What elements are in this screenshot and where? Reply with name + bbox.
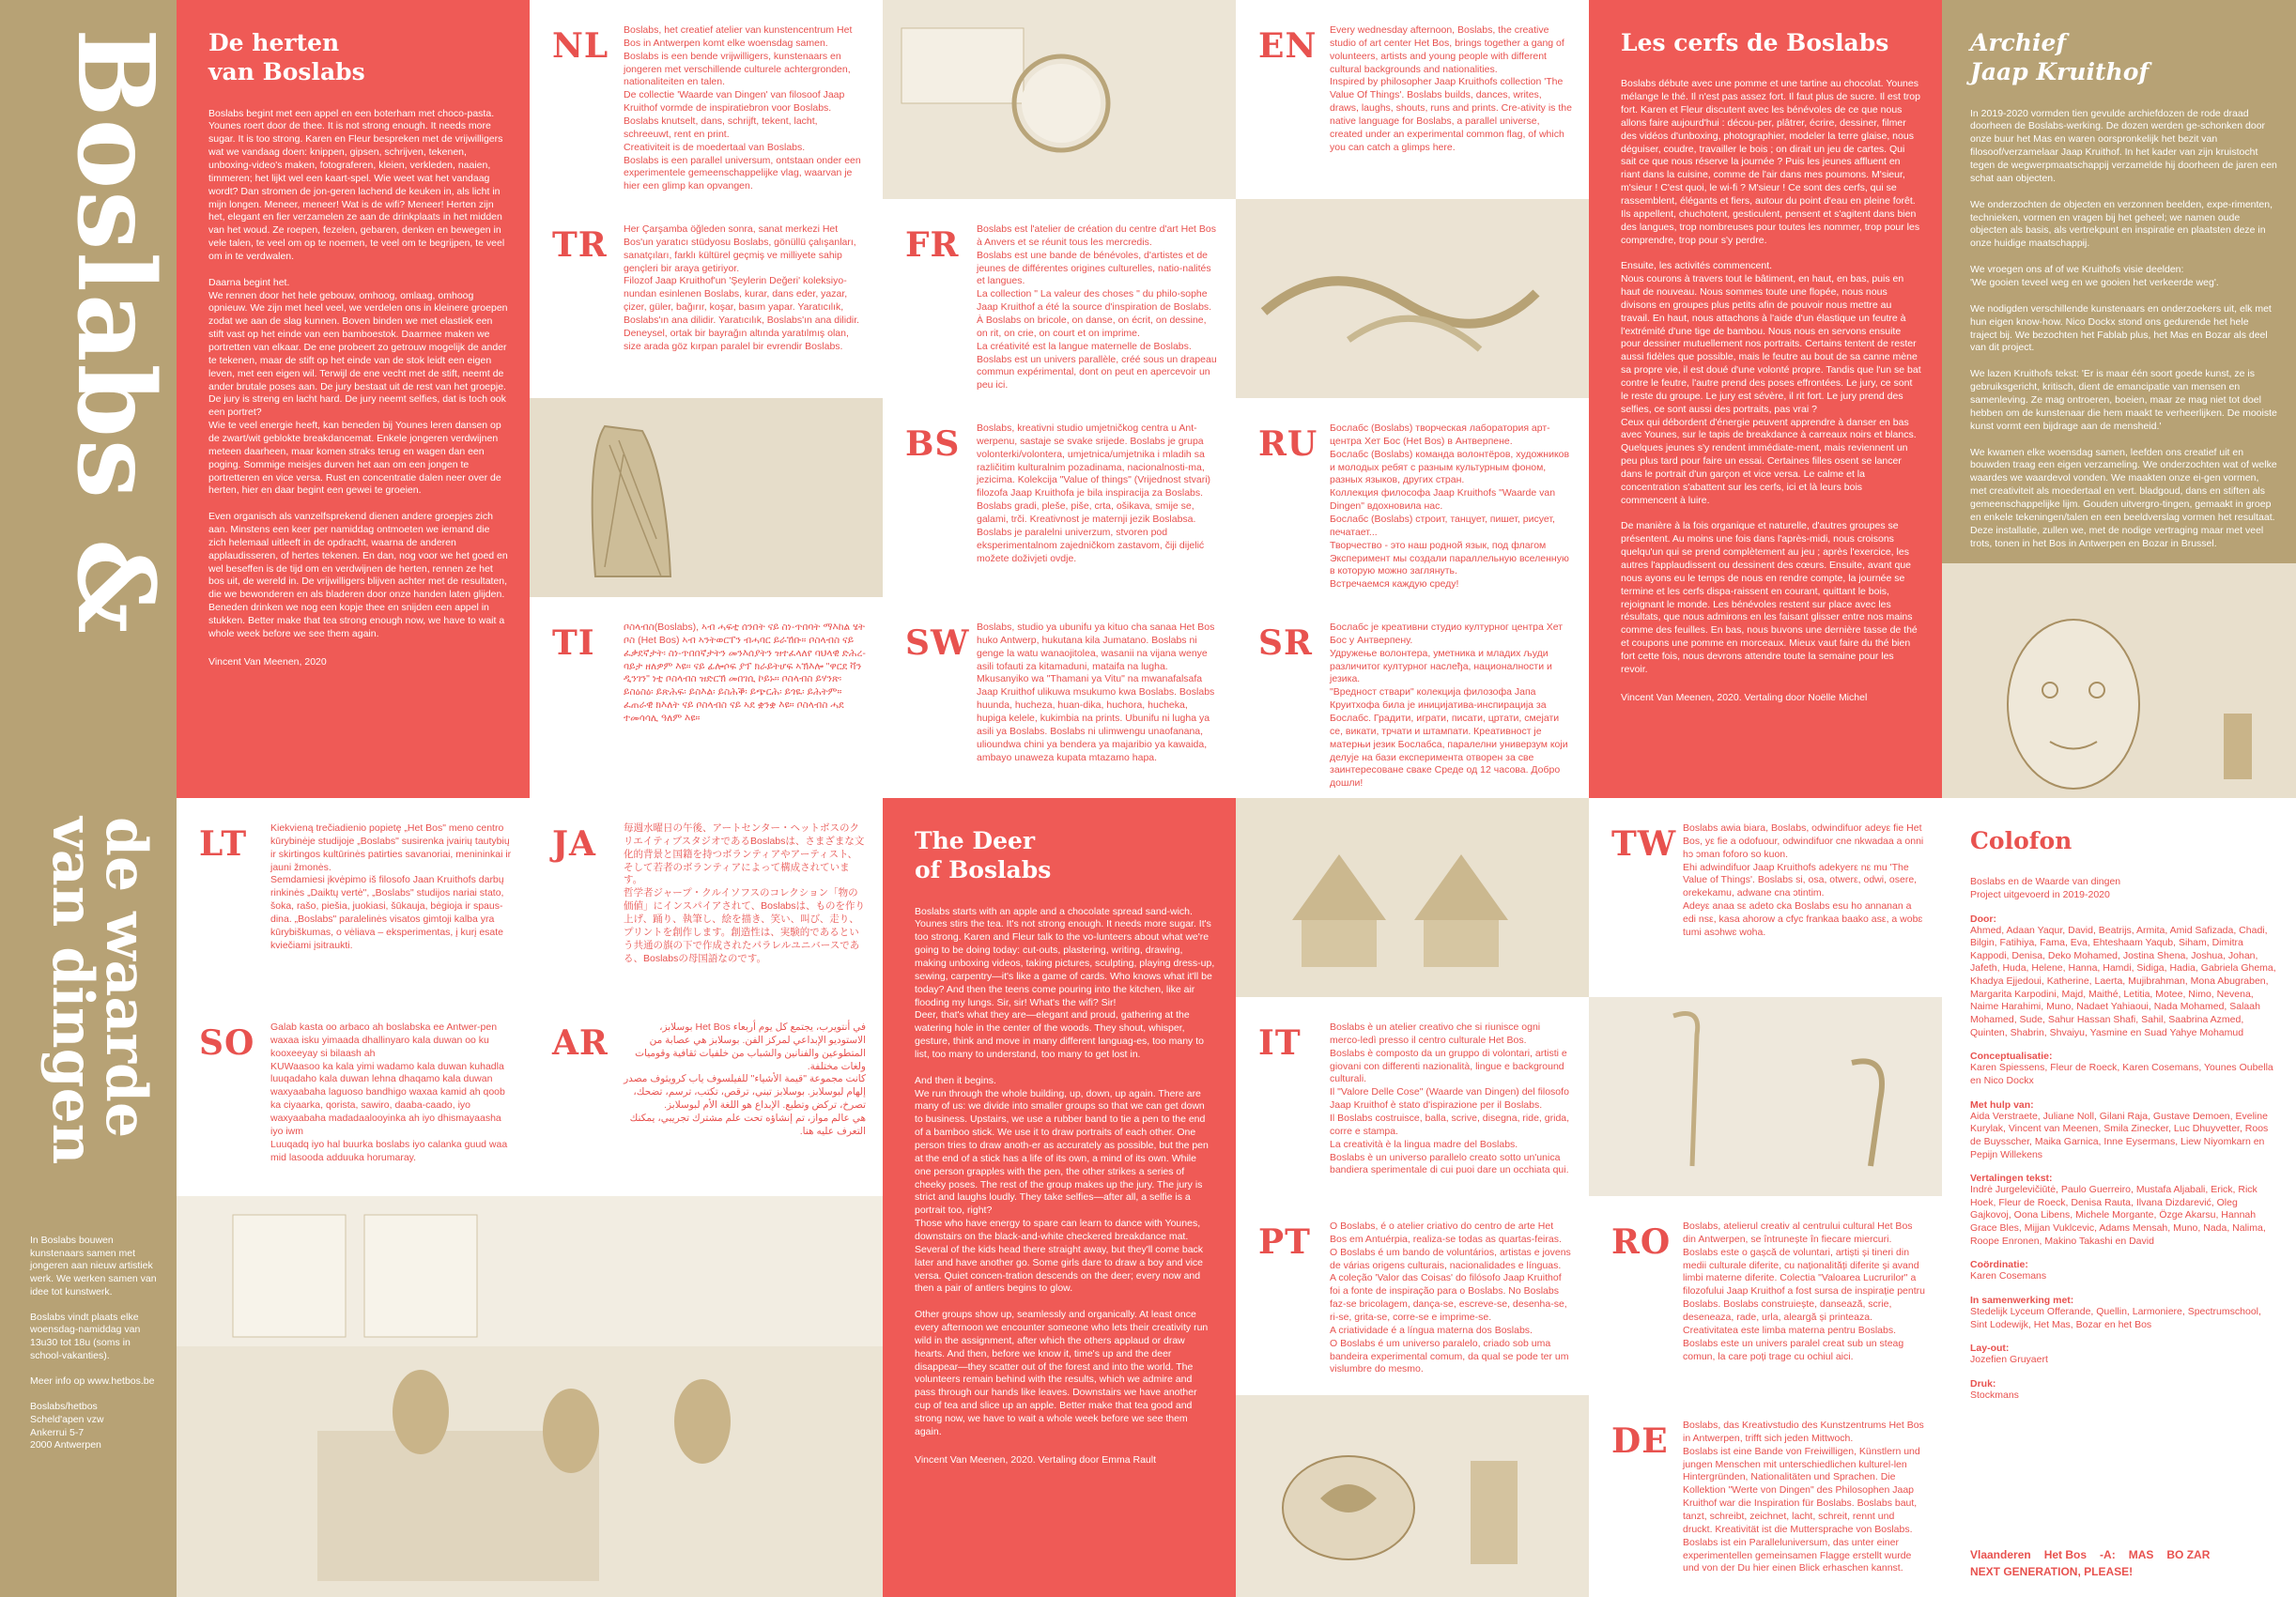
language-code: EN [1258, 26, 1318, 66]
archive-title: Archief Jaap Kruithof [1970, 29, 2150, 86]
partner-logo: NEXT GENERATION, PLEASE! [1970, 1565, 2134, 1578]
archive-section [1942, 0, 2296, 798]
partner-logo: BO ZAR [2166, 1548, 2211, 1561]
blurb-tr [530, 199, 883, 398]
archive-paragraph: We lazen Kruithofs tekst: 'Er is maar één soort goede kunst, ze is gebruiksgericht, kritisch, dient de emancipatie van mensen en samenleving. Ze mag ontroeren, boeien, maar ze mag niet tot doel hebben om de kunstenaar die hem maakt te verheerlijken. De mooiste kunst vormt een bijdrage aan de mensheid.' [1970, 368, 2277, 432]
partner-logo: Vlaanderen [1970, 1548, 2031, 1561]
credit-value: Karen Cosemans [1970, 1270, 2047, 1282]
photo-houses [1236, 798, 1589, 997]
language-code: TW [1611, 824, 1677, 864]
blurb-sw [883, 597, 1236, 798]
workshop-image [177, 1196, 883, 1597]
dragon-image [1236, 199, 1589, 398]
blurb-text: O Boslabs, é o atelier criativo do centro de arte Het Bos em Antuérpia, realiza-se todas as quartas-feiras. O Boslabs é um bando de voluntários, artistas e jovens de várias origens culturais, nacionalidades e línguas. A coleção 'Valor das Coisas' do filósofo Jaap Kruithof foi a fonte de inspiração para o Boslabs. No Boslabs faz-se bricolagem, dança-se, escreve-se, desenha-se, ri-se, grita-se, corre-se e imprime-se. A criatividade é a língua materna dos Boslabs. O Boslabs é um universo paralelo, criado sob uma bandeira experimental comum, da qual se pode ter um vislumbre do mesmo. [1330, 1221, 1571, 1375]
blurb-text: 毎週水曜日の午後、アートセンター・ヘットボスのクリエイティブスタジオであるBoslabsは、さまざまな文化的背景と国籍を持つボランティアやアーティスト、そして若者のボランティアによって構成されています。 哲学者ジャープ・クルイソフスのコレクション「物の価値」にインスパイアされて、Boslabsは、ものを作り上げ、踊り、執筆し、絵を描き、笑い、叫び、走り、プリントを創作します。創造性は、実験的であるという共通の旗の下で作成されたパラレルユニバースである、Boslabsの母国語なのです。 [624, 822, 866, 964]
blurb-sr [1236, 597, 1589, 798]
spine-subtitle: de waarde van dingen [39, 817, 159, 1165]
archive-paragraph: We kwamen elke woensdag samen, leefden ons creatief uit en bouwden traag een eigen verzameling. We onderzochten wat of welke waardes we waardevol vonden. We maakten onze ei-gen vormen, met creativiteit als moedertaal en vert. bladgoud, dans en stiften als gemeenschappelijke lijm. Gouden uitvergro-tingen, gemaakt in groep en enkele tekeningen/talen en een beeldverslag vormen het resultaat. Deze installatie, zullen we, met de nodige vertraging maar met veel trots, tonen in het Bos in Antwerpen en Bozar in Brussel. [1970, 446, 2277, 549]
blurb-text: Boslabs è un atelier creativo che si riunisce ogni merco-ledì presso il centro culturale Het Bos. Boslabs è composto da un gruppo di volontari, artisti e giovani con differenti nazionalità, lingue e background culturali. Il "Valore Delle Cose" (Waarde van Dingen) del filosofo Jaap Kruithof è stato d'ispirazione per il Boslabs. Il Boslabs costruisce, balla, scrive, disegna, ride, grida, corre e stampa. La creatività è la lingua madre del Boslabs. Boslabs è un universo parallelo creato sotto un'unica bandiera sperimentale di cui puoi dare un occhiata qui. [1330, 1021, 1570, 1176]
photo-dragon [1236, 199, 1589, 398]
blurb-ti [530, 597, 883, 798]
blurb-text: Boslabs est l'atelier de création du centre d'art Het Bos à Anvers et se réunit tous les mercredis. Boslabs est une bande de bénévoles, d'artistes et de jeunes de différentes origines culturelles, natio-nalités et langues. La collection " La valeur des choses " du philo-sophe Jaap Kruithof a été la source d'inspiration de Boslabs. À Boslabs on bricole, on danse, on écrit, on dessine, on rit, on crie, on court et on imprime. La créativité est la langue maternelle de Boslabs. Boslabs est un univers parallèle, créé sous un drapeau commun expérimental, dont on peut en apercevoir un peu ici. [977, 223, 1217, 392]
partner-logo: -A: [2100, 1548, 2116, 1561]
article-title: De herten van Boslabs [208, 29, 365, 86]
credit-value: Aida Verstraete, Juliane Noll, Gilani Raja, Gustave Demoen, Eveline Kurylak, Vincent van Meenen, Smila Zinecker, Luc Dhuyvetter, Roos de Buysscher, Maika Garnica, Inne Eysermans, Liew Niyomkarn en Pepijn Willekens [1970, 1110, 2269, 1160]
blurb-text: Kiekvieną trečiadienio popietę „Het Bos" meno centro kūrybinėje studijoje „Boslabs" susirenka įvairių tautybių ir skirtingos kultūrinės patirties savanoriai, menininkai ir jauni žmonės. Semdamiesi įkvėpimo iš filosofo Jaan Kruithofs darbų rinkinės „Daiktų vertė", „Boslabs" studijos nariai stato, šoka, rašo, piešia, juokiasi, šūkauja, bėgioja ir spaus-dina. „Boslabs" paralelinės visatos gimtoji kalba yra kūrybiškumas, o vėliava – eksperimentas, į kurį esate kviečiami įsitraukti. [270, 822, 512, 951]
colofon-credits [1970, 914, 2277, 1403]
language-code: FR [905, 225, 960, 265]
credit-heading: Lay-out: [1970, 1343, 2010, 1355]
archive-paragraph: In 2019-2020 vormden tien gevulde archiefdozen de rode draad doorheen de Boslabs-werking. De dozen werden ge-schonken door onze buur het Mas en waren oorspronkelijk het bezit van filosoof/verzamelaar Jaap Kruithof. In het kader van zijn kruistocht tegen de wegwerpmaatschappij verzamelde hij doorheen de jaren een schat aan objecten. [1970, 107, 2277, 184]
photo-embroidery [883, 0, 1236, 199]
blurb-text: Galab kasta oo arbaco ah boslabska ee Antwer-pen waxaa isku yimaada dhallinyaro kala duwan oo ku kooxeeyay si bilaash ah KUWaasoo ka kala yimi wadamo kala duwan kuhadla luuqadaho kala duwan lehna dhaqamo kala duwan waxyaabaha laguoso bandhigo waxaa kamid ah qoob ka ciyaarka, qorista, sawiro, daaba-caado, iyo waxyaabaha madadaalooyinka ah iyo dhismayaasha iyo iwm Luuqadq iyo hal buurka boslabs iyo calanka guud waa mid lasooda adduuka horumaray. [270, 1021, 508, 1163]
blurb-text: Every wednesday afternoon, Boslabs, the creative studio of art center Het Bos, brings together a gang of volunteers, artists and young people with different cultural backgrounds and nationalities. Inspired by philosopher Jaap Kruithofs collection 'The Value Of Things'. Boslabs builds, dances, writes, draws, laughs, shouts, runs and prints. Cre-ativity is the native language for Boslabs, a parallel universe, created under an experimental common flag, of which you can catch a glimps here. [1330, 24, 1572, 153]
credit-value: Indrė Jurgelevičiūtė, Paulo Guerreiro, Mustafa Aljabali, Erick, Rick Hoek, Fleur de Roeck, Denisa Rauta, Ilvana Dizdarević, Oleg Gajkovoj, Oona Libens, Michele Morgante, Özge Akarsu, Hannah Grace Bles, Mijjan Vuklcevic, Adams Mensah, Muno, Nada, Nalima, Roope Enronen, Makino Takashi en David [1970, 1184, 2266, 1247]
blurb-text: Boslabs, studio ya ubunifu ya kituo cha sanaa Het Bos huko Antwerp, hukutana kila Jumatano. Boslabs ni genge la watu wanaojitolea, wasanii na vijana wenye asili tofauti za kitamaduni, mataifa na lugha. Mkusanyiko wa "Thamani ya Vitu" na mwanafalsafa Jaap Kruithof ulikuwa msukumo kwa Boslabs. Boslabs huunda, huchezа, huan-dika, huchora, hucheka, hupiga kelele, kukimbia na prints. Ubunifu ni lugha ya asili ya Boslabs. Boslabs ni ulimwengu unaofanana, ulioundwa chini ya bendera ya majaribio ya kawaida, ambayo unaweza kupata mtazamo hapa. [977, 622, 1215, 763]
blurb-text: Boslabs, atelierul creativ al centrului cultural Het Bos din Antwerpen, se întrunește în fiecare miercuri. Boslabs este o gașcă de voluntari, artiști și tineri din medii culturale diferite, cu naționalități diferite și avand limbi materne diferite. Colectia "Valoarea Lucrurilor" a filozofului Jaap Kruithof a fost sursa de inspirație pentru Boslabs. Boslabs construiește, dansează, scrie, deseneaza, rade, urla, aleargă și printeaza. Creativitatea este limba materna pentru Boslabs. Boslabs este un univers paralel creat sub un steag comun, la care poți trage cu ochiul aici. [1683, 1221, 1925, 1362]
spine-title: Boslabs & [54, 28, 177, 637]
language-code: AR [552, 1023, 609, 1063]
language-code: NL [552, 26, 609, 66]
blurb-pt [1236, 1196, 1589, 1395]
houses-image [1236, 798, 1589, 997]
blurb-so [177, 997, 530, 1196]
pottery-image [1236, 1395, 1589, 1597]
language-code: SO [199, 1023, 255, 1063]
language-code: DE [1611, 1421, 1669, 1461]
credit-value: Stedelijk Lyceum Offerande, Quellin, Larmoniere, Spectrumschool, Sint Lodewijk, Het Mas, Bozar en het Bos [1970, 1305, 2261, 1330]
credit-value: Karen Spiessens, Fleur de Roeck, Karen Cosemans, Younes Oubella en Nico Dockx [1970, 1062, 2273, 1086]
language-code: SR [1258, 623, 1313, 663]
blurb-text: Boslabs, het creatief atelier van kunstencentrum Het Bos in Antwerpen komt elke woensdag samen. Boslabs is een bende vrijwilligers, kunstenaars en jongeren met verschillende culturele achtergronden, nationaliteiten en talen. De collectie 'Waarde van Dingen' van filosoof Jaap Kruithof vormde de inspiratiebron voor Boslabs. Boslabs knutselt, dans, schrijft, tekent, lacht, schreeuwt, rent en print. Creativiteit is de moedertaal van Boslabs. Boslabs is een parallel universum, ontstaan onder een experimentele gemeenschappelijke vlag, waarvan je hier een glimp kan opvangen. [624, 24, 861, 192]
article-author: Vincent Van Meenen, 2020 [208, 655, 327, 668]
blurb-text: Boslabs, kreativni studio umjetničkog centra u Ant-werpenu, sastaje se svake srijede. Boslabs je grupa volonterki/volontera, umjetnica/umjetnika i mladih sa različitim kulturalnim pozadinama, nacionalnosti-ma, jezicima. Kolekcija "Value of things" (Vrijednost stvari) filozofa Jaap Kruithofa je bila inspiracija za Boslabs. Boslabs gradi, pleše, piše, crta, ošikava, smije se, galami, trči. Kreativnost je maternji jezik Boslabsa. Boslabs je paralelni univerzum, stvoren pod eksperimentalnom zajedničkom zastavom, čiji dijelić možete doživjeti ovdje. [977, 422, 1211, 564]
article-author: Vincent Van Meenen, 2020. Vertaling door Noëlle Michel [1621, 691, 1868, 703]
blurb-lt [177, 798, 530, 997]
blurb-nl [530, 0, 883, 199]
credit-value: Stockmans [1970, 1389, 2019, 1401]
language-code: RO [1611, 1222, 1672, 1262]
photo-hook [1589, 997, 1942, 1196]
blurb-ja [530, 798, 883, 997]
colofon-section [1942, 798, 2296, 1597]
blurb-text: Boslabs, das Kreativstudio des Kunstzentrums Het Bos in Antwerpen, trifft sich jeden Mittwoch. Boslabs ist eine Bande von Freiwilligen, Künstlern und jungen Menschen mit unterschiedlichen kulturel-len Hintergründen, Nationalitäten und Sprachen. Die Kollektion "Werte von Dingen" des Philosophen Jaap Kruithof war die Inspiration für Boslabs. Boslabs baut, tanzt, schreibt, zeichnet, lacht, schreit, rennt und druckt. Kreativität ist die Muttersprache von Boslabs. Boslabs ist ein Paralleluniversum, das unter einer experimentellen gemeinsamen Flagge erstellt wurde und von der Du hier einen Blick erhaschen kannst. [1683, 1420, 1924, 1574]
archive-paragraph: We nodigden verschillende kunstenaars en onderzoekers uit, elk met hun eigen know-how. Nico Dockx stond ons gedurende het hele traject bij. We bezochten het Fablab plus, het Mas en Bozar als deel van dit project. [1970, 302, 2272, 354]
nl-article [177, 0, 530, 798]
article-title: Les cerfs de Boslabs [1621, 29, 1889, 56]
article-body: Boslabs begint met een appel en een boterham met choco-pasta. Younes roert door de thee. It is not strong enough. It needs more sugar. It is too strong. Karen en Fleur bespreken met de vrijwilligers wat we vandaag doen: knippen, gipsen, schrijven, tekenen, unboxing-video's maken, fotograferen, kleien, verkleden, naaien, timmeren; het lijkt wel een kaart-spel. Wie weet wat het vandaag wordt? Dan stromen de jon-geren lachend de keuken in, als licht in mijn longen. Meneer, meneer! Wat is de wifi? Meneer! Herten zijn het, elegant en fier verzamelen ze aan de drinkplaats in het midden van het woud. Ze roepen, fezelen, gebaren, denken en bewegen in vele talen, te veel om op te noemen, te veel om te begrijpen, te veel om in te verdwalen. Daarna begint het. We rennen door het hele gebouw, omhoog, omlaag, omhoog opnieuw. We zijn met heel veel, we verdelen ons in kleinere groepen zodat we aan de slag kunnen. Boven binden we met elastiek een stift vast op het einde van een bamboestok. Daarmee maken we portretten van elkaar. De ene probeert zo getrouw mogelijk de ander te tekenen, maar de stift op het einde van de stok leidt een eigen leven, met een eigen wil. Terwijl de ene vecht met de stift, neemt de ander brutale poses aan. De jury bestaat uit de rest van het groepje. De jury is streng en lacht hard. De jury neemt selfies, dat is toch ook een portret? Wie te veel energie heeft, kan beneden bij Younes leren dansen op de zwart/wit geblokte breakdancemat. Enkele jongeren verdwijnen meteen daarheen, maar komen straks terug en wagen dan een poging. Sommige meisjes durven het aan om een jongen te portretteren en vice versa. Rust en concentratie dalen neer over de herten, hier en daar begint een gewei te groeien. Even organisch als vanzelfsprekend dienen andere groepjes zich aan. Minstens een keer per namiddag ontmoeten we iemand die zich helemaal uitleeft in de opdracht, waarna de anderen applaudisseren, of hertes tekenen. En dan, nog voor we het goed en wel beseffen is de tijd om en verdwijnen de herten, rennen ze het bos uit, de wereld in. De vrijwilligers blijven achter met de resultaten, die we bewonderen en als bladeren door onze handen laten glijden. Beneden drinken we nog een kopje thee en snijden een appel in stukken. Better make that tea strong enough now, we have to wait a whole week before we see them again. [208, 107, 508, 639]
archive-paragraph: We vroegen ons af of we Kruithofs visie deelden: 'We gooien teveel weg en we gooien het verkeerde weg'. [1970, 264, 2219, 288]
en-article [883, 798, 1236, 1597]
blurb-tw [1589, 798, 1942, 997]
blurb-fr [883, 199, 1236, 398]
blurb-en [1236, 0, 1589, 199]
language-code: TR [552, 225, 608, 265]
credit-heading: Met hulp van: [1970, 1098, 2034, 1111]
credit-heading: Vertalingen tekst: [1970, 1173, 2053, 1185]
photo-chair-object [530, 398, 883, 597]
credit-value: Ahmed, Adaan Yaqur, David, Beatrijs, Armita, Amid Safizada, Chadi, Bilgin, Fatihiya, Fama, Eva, Ehteshaam Yaqub, Siham, Dimitra Kappodi, Denisa, Deko Mohamed, Jostina Shena, Joshua, Johan, Jafeth, Huda, Helene, Hanna, Hamdi, Sidiga, Hadia, Gabriela Ghema, Khadya Ejjedoui, Katherine, Laerta, Mujibrahman, Mona Abugraben, Margarita Karpodini, Majd, Maithé, Letitia, Motee, Nimo, Nevena, Naime Harahimi, Muno, Nadaet Yahiaoui, Nada Mohamed, Salaah Mohamed, Sude, Sahur Hassan Shafi, Sahil, Saabrina Azmed, Quinten, Shabrin, Shvaiyu, Yasmine en Suad Yahye Mohamud [1970, 924, 2276, 1038]
fr-article [1589, 0, 1942, 798]
language-code: PT [1258, 1222, 1311, 1262]
embroidery-image [883, 0, 1236, 199]
article-title: The Deer of Boslabs [915, 827, 1052, 884]
credit-heading: Coördinatie: [1970, 1259, 2028, 1271]
partner-logo: MAS [2128, 1548, 2154, 1561]
colofon-title: Colofon [1970, 827, 2073, 854]
archive-paragraph: We onderzochten de objecten en verzonnen beelden, expe-rimenten, technieken, vormen en vragen bij het geheel; we namen oude objecten als basis, als vertrekpunt en inspiratie en plaatsten deze in onze huidige maatschappij. [1970, 198, 2273, 250]
archive-body [1970, 108, 2277, 551]
language-code: JA [552, 824, 596, 864]
article-author: Vincent Van Meenen, 2020. Vertaling door Emma Rault [915, 1453, 1157, 1466]
blurb-ro [1589, 1196, 1942, 1395]
language-code: BS [905, 424, 961, 464]
blurb-text: في أنتويرب، يجتمع كل يوم أربعاء Het Bos بوسلابز، الاستوديو الإبداعي لمركز الفن. بوسلابز هي عصابة من المتطوعين والفنانين والشباب من خلفيات ثقافية وقوميات ولغات مختلفة. كانت مجموعة "قيمة الأشياء" للفيلسوف ياب كرويثوف مصدر إلهام لبوسلابز. بوسلابز تبني، ترقص، تكتب، ترسم، تضحك، تصرخ، تركض وتطبع. الإبداع هو اللغة الأم لبوسلابز. هي عالم مواز، تم إنشاؤه تحت علم مشترك تجريبي، يمكنك التعرف عليه هنا. [624, 1021, 866, 1137]
article-body: Boslabs starts with an apple and a chocolate spread sand-wich. Younes stirs the tea. It's not strong enough. It needs more sugar. It's too strong. Karen and Fleur talk to the vo-lunteers about what we're going to be doing today: cut-outs, plastering, writing, drawing, making unboxing videos, taking pictures, sculpting, playing dress-up, sewing, carpentry—it's like a game of cards. Who knows what it'll be today? And then the teens come pouring into the kitchen, like air flooding my lungs. Sir, sir! What's the wifi? Sir! Deer, that's what they are—elegant and proud, gathering at the watering hole in the center of the woods. They shout, whisper, gesture, think and move in many different languag-es, too many to list, too many to understand, too many to get lost in. And then it begins. We run through the whole building, up, down, up again. There are many of us: we divide into smaller groups so that we can get down to business. Upstairs, we use a rubber band to tie a pen to the end of a bamboo stick. We use it to draw portraits of each other. One person tries to draw anoth-er as accurately as possible, but the pen at the end of a stick has a life of its own, a mind of its own. While one person grapples with the pen, the other strikes a series of cheeky poses. The rest of the group makes up the jury. The jury is strict and laughs loudly. They take selfies—after all, a selfie is a portrait too, right? Those who have energy to spare can learn to dance with Younes, downstairs on the black-and-white checkered breakdance mat. Several of the kids head there straight away, but they'll come back later and have another go. Some girls dare to draw a boy and vice versa. Quiet concen-tration descends on the deer; every now and then a pair of antlers begins to glow. Other groups show up, seamlessly and organically. At least once every afternoon we encounter someone who lets their creativity run wild in the assignment, after which the others applaud or draw hearts. And then, before we know it, time's up and the deer disappear—they scatter out of the forest and into the world. The volunteers remain behind with the results, which we admire and pass through our hands like leaves. Downstairs we have another cup of tea and slice up an apple. Better make that tea good and strong now, we have to wait a whole week before we see them again. [915, 905, 1215, 1437]
photo-pottery [1236, 1395, 1589, 1597]
blurb-bs [883, 398, 1236, 597]
language-code: IT [1258, 1023, 1302, 1063]
colofon-intro: Boslabs en de Waarde van dingen Project uitgevoerd in 2019-2020 [1970, 876, 2121, 900]
blurb-ru [1236, 398, 1589, 597]
language-code: TI [552, 623, 595, 663]
spine-bottom [0, 798, 177, 1597]
article-body: Boslabs débute avec une pomme et une tartine au chocolat. Younes mélange le thé. Il n'est pas assez fort. Il faut plus de sucre. Il est trop fort. Karen et Fleur discutent avec les bénévoles de ce que nous allons faire aujourd'hui : décou-per, plâtrer, écrire, dessiner, filmer des vidéos d'unboxing, photographier, modeler la terre glaise, nous déguiser, coudre, travailler le bois ; on dirait un jeu de cartes. Qui sait ce que nous réserve la journée ? Puis les jeunes affluent en riant dans la cuisine, comme de l'air dans mes poumons. M'sieur, m'sieur ! C'est quoi, le wi-fi ? M'sieur ! Ce sont des cerfs, qui se rassemblent, élégants et fiers, autour du point d'eau en pleine forêt. Ils appellent, chuchotent, gesticulent, pensent et s'agitent dans bien des langues, trop nombreuses pour toutes les nommer, trop pour les comprendre, trop pour s'y perdre. Ensuite, les activités commencent. Nous courons à travers tout le bâtiment, en haut, en bas, puis en haut de nouveau. Nous sommes toute une flopée, nous nous divisons en groupes plus petits afin de pouvoir nous mettre au travail. En haut, nous attachons à l'aide d'un élastique un feutre à l'extrémité d'une tige de bambou. Nous nous en servons ensuite pour dessiner mutuellement nos portraits. Certains tentent de rester aussi fidèles que possible, mais le feutre au bout de sa canne mène sa propre vie, il est doué d'une volonté propre. Tandis que l'un se bat contre le feutre, l'autre prend des poses effrontées. Le jury, ce sont le reste du groupe. Le jury est sévère, il rit fort. Le jury prend des selfies, ce sont aussi des portraits, pas vrai ? Ceux qui débordent d'énergie peuvent apprendre à danser en bas avec Younes, sur le tapis de breakdance à carreaux noirs et blancs. Quelques jeunes s'y rendent immédiate-ment, mais reviennent un peu plus tard pour faire un essai. Certaines filles osent se lancer dans le portrait d'un garçon et vice versa. Le calme et la concentration s'abattent sur les cerfs, ici et là leurs bois commencent à luire. De manière à la fois organique et naturelle, d'autres groupes se présentent. Au moins une fois dans l'après-midi, nous croisons quelqu'un qui se prend complètement au jeu ; après l'exercice, les autres l'applaudissent ou dessinent des cœurs. Ensuite, avant que nous ayons eu le temps de nous en rendre compte, la journée se termine et les cerfs dispa-raissent en courant, quittant le bois, rejoignant le monde. Les bénévoles restent sur place avec les résultats, que nous admirons en les faisant glisser entre nos mains comme des feuilles. En bas, nous buvons une dernière tasse de thé et coupons une pomme en morceaux. Mieux vaut faire du thé bien fort cette fois, nous devrons attendre toute la semaine pour les revoir. [1621, 78, 1921, 675]
spine-info: In Boslabs bouwen kunstenaars samen met jongeren aan nieuw artistiek werk. We werken samen van idee tot kunstwerk. Boslabs vindt plaats elke woensdag-namiddag van 13u30 tot 18u (soms in school-vakanties). Meer info op www.hetbos.be Boslabs/hetbos Scheld'apen vzw Ankerrui 5-7 2000 Antwerpen [30, 1235, 157, 1451]
spine-top [0, 0, 177, 798]
hook-image [1589, 997, 1942, 1196]
blurb-text: Boslabs awia biara, Boslabs, odwindifuor adeyε fie Het Bos, yε fie a odofuour, odwindifuor cne nkwadaa a onni hɔ ɔman foforo so kuon. Ehi adwindifuor Jaap Kruithofs adekyerε nε mu 'The Value of Things'. Boslabs si, osa, otwerε, odwi, osere, orekekamu, adwane cna ɔtintim. Adeyε anaa sε adeto cka Boslabs esu ho annanan a edi nsε, kasa ahorow a cfyc frankaa baako asε, a wobɛ tumi asɔhwɛ woha. [1683, 822, 1924, 938]
language-code: RU [1258, 424, 1318, 464]
blurb-text: Бослабс (Boslabs) творческая лаборатория арт-центра Хет Бос (Het Bos) в Антверпене. Бослабс (Boslabs) команда волонтёров, художников и молодых ребят с разным культурным фоном, разных языков, других стран. Коллекция философа Jaap Kruithofs "Waarde van Dingen" вдохновила нас. Бослабс (Boslabs) строит, танцует, пишет, рисует, печатает... Творчество - это наш родной язык, под флагом Эксперимент мы создали параллельную вселенную в которую можно заглянуть. Встречаемся каждую среду! [1330, 422, 1570, 591]
language-code: LT [199, 824, 248, 864]
credit-value: Jozefien Gruyaert [1970, 1354, 2048, 1366]
blurb-it [1236, 997, 1589, 1196]
partner-logos [1970, 1546, 2296, 1580]
blurb-text: Her Çarşamba öğleden sonra, sanat merkezi Het Bos'un yaratıcı stüdyosu Boslabs, gönüllü çalışanları, sanatçıları, farklı kültürel geçmiş ve milliyete sahip gençleri bir araya getiriyor. Filozof Jaap Kruithof'un 'Şeylerin Değeri' koleksiyo-nundan esinlenen Boslabs, kurar, dans eder, yazar, çizer, güler, bağırır, koşar, basım yapar. Yaratıcılık, Boslabs'ın ana dilidir. Yaratıcılık, Boslabs'ın ana dilidir. Deneysel, ortak bir bayrağın altında yaratılmış olan, size arada göz kırpan paralel bir evrendir Boslabs. [624, 223, 860, 352]
blurb-text: Бослабс је креативни студио културног центра Хет Бос у Антверпену. Удружење волонтера, уметника и младих људи различитог културног наслеђа, националности и језика. "Вредност ствари" колекција филозофа Јапа Круитхофа била је иницијатива-инспирација за Бослабс. Градити, играти, писати, цртати, смејати се, викати, трчати и штампати. Креативност је матерњи језик Бослабса, паралелни универзум који делује на бази експеримента отворен за све заинтересоване сваке Среде од 12 часова. Добро дошли! [1330, 622, 1568, 790]
chair-image [530, 398, 883, 597]
partner-logo: Het Bos [2043, 1548, 2088, 1561]
credit-heading: Druk: [1970, 1377, 1996, 1390]
blurb-de [1589, 1395, 1942, 1597]
photo-workshop [177, 1196, 883, 1597]
face-drawing [1942, 563, 2296, 798]
language-code: SW [905, 623, 970, 663]
credit-heading: Conceptualisatie: [1970, 1051, 2053, 1063]
credit-heading: In samenwerking met: [1970, 1294, 2074, 1306]
blurb-ar [530, 997, 883, 1196]
credit-heading: Door: [1970, 913, 1996, 925]
blurb-text: ቦስላብስ(Boslabs), ኣብ ሓፍቲ ሰንበት ናይ ስነ-ጥበባት ማእከል ሄት ቦስ (Het Bos) ኣብ ኣንትወርፐን ብሓባር ይራኸቡ። ቦስላብስ ናይ ፈቃደኛታት፡ ስነ-ጥበበኛታትን መንእሰያትን ዝተፈላለየ ባህላዊ ድሕረ-ባይታ ዘለዎም እዩ። ናይ ፊሎሶፍ ያፕ ክራይትሆፍ ኣኽእሎ "ዋርደ ቫን ዲንገን" ነቲ ቦስላብስ ዝድርኽ መበገሲ ኮይኑ። ቦስላብስ ይሃንጽ፡ ይስዕስዕ፡ ይጽሕፍ፡ ይስእል፡ ይስሕቕ፡ ይጭርሕ፡ ይጎዪ፡ ይሕትም። ፈጠራዊ ክእለት ናይ ቦስላብስ ናይ ኣደ ቋንቋ እዩ። ቦስላብስ ሓደ ተመሳሳሊ ዓለም እዩ። [624, 622, 866, 725]
